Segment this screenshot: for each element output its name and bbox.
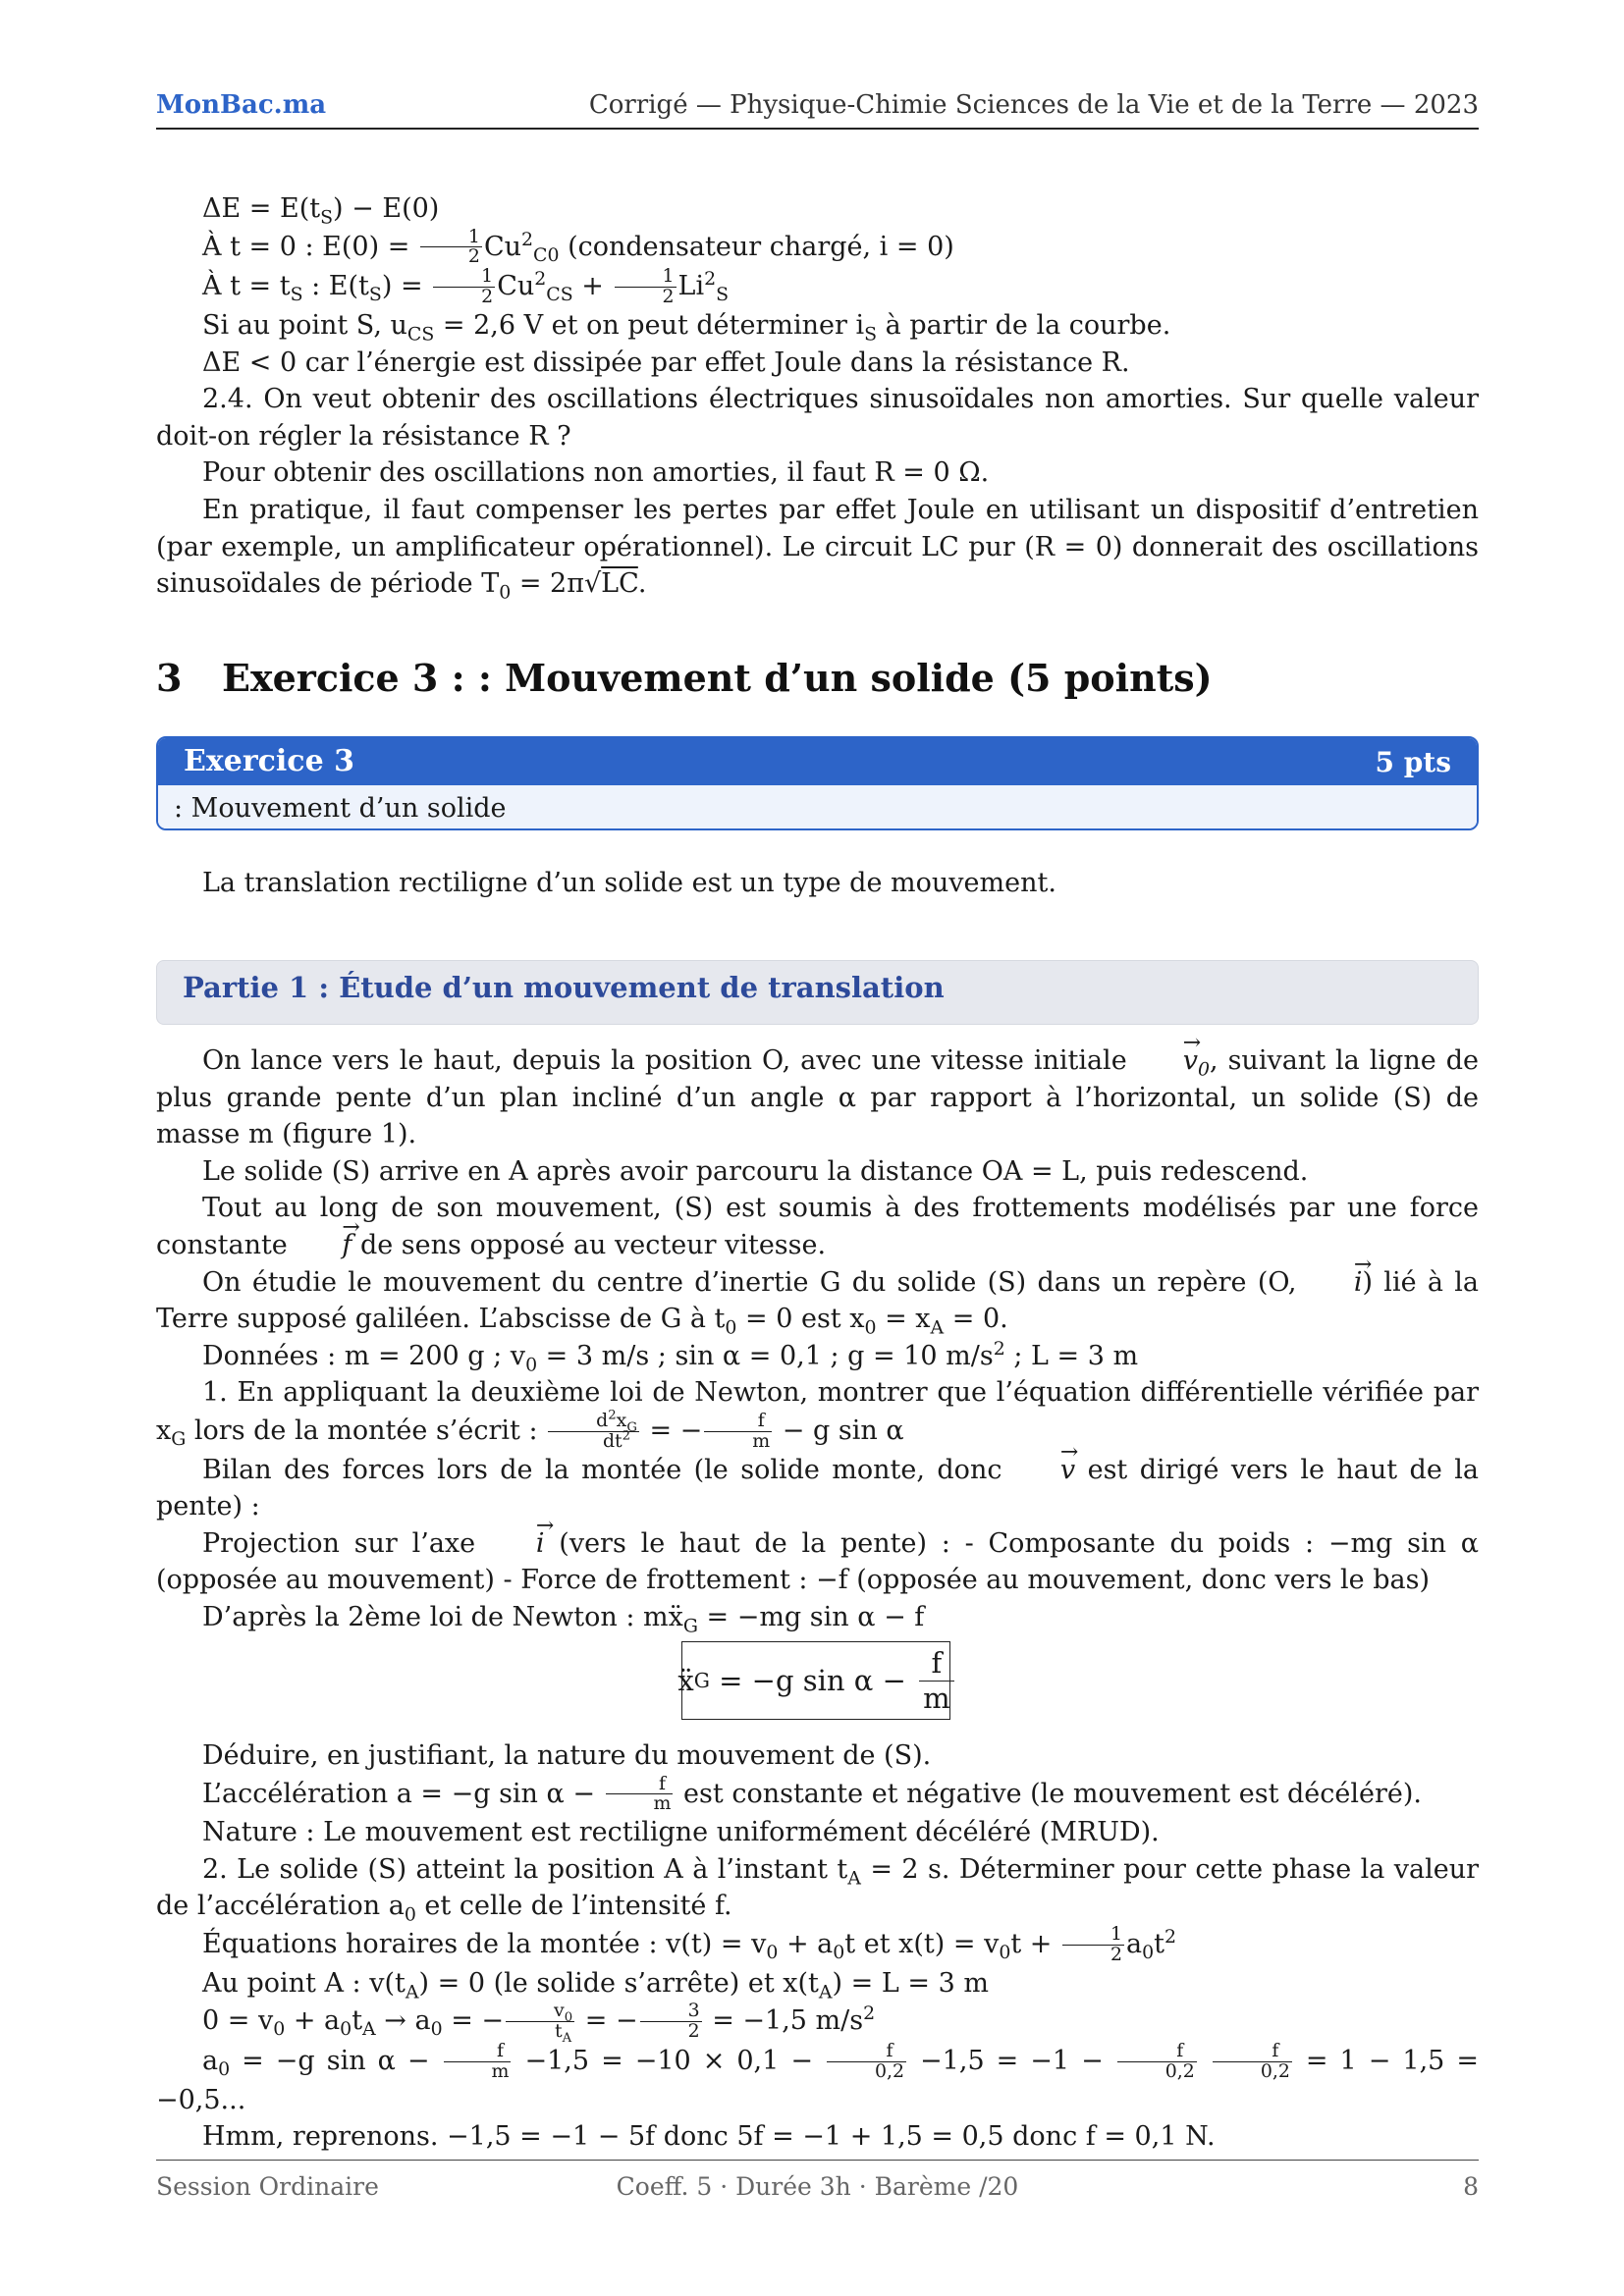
footer-session: Session Ordinaire xyxy=(156,2172,379,2201)
part1-answers xyxy=(156,1737,1479,2156)
data-line: Données : m = 200 g ; $v_0 = 3$ m/s ; sin α = 0,1 ; g = 10 $m/s^2$ ; L = 3 m xyxy=(202,1337,1139,1376)
footer-info: Coeff. 5 · Durée 3h · Barème /20 xyxy=(616,2172,1019,2201)
exercise-box-title: Exercice 3 xyxy=(184,744,354,778)
exercise-box-points: 5 pts xyxy=(1375,746,1451,778)
projection-line: Projection sur l’axe → i (vers le haut de la pente) : - Composante du poids : −mg sin α (opposée au mouvement) - Force de frottement : −f (opposée au mouvement, donc vers le bas) xyxy=(156,1525,1479,1599)
exercise-box-header xyxy=(158,738,1477,785)
energy-delta-line: $\Delta E = E(t_S) - E(0)$ xyxy=(202,193,440,229)
question-2-4: 2.4. On veut obtenir des oscillations électriques sinusoïdales non amorties. Sur quelle valeur doit-on régler la résistance R ? xyxy=(156,384,1479,452)
part1-heading-box xyxy=(156,960,1479,1025)
practice-paragraph: En pratique, il faut compenser les pertes par effet Joule en utilisant un dispositif d’entretien (par exemple, un amplificateur opérationnel). Le circuit LC pur (R = 0) donnerait des oscillations sinusoïdales de période $T_0 = 2\pi√LC$. xyxy=(156,494,1479,604)
answer-q1-question: Déduire, en justifiant, la nature du mouvement de (S). xyxy=(202,1740,932,1771)
brand-logo-text: MonBac.ma xyxy=(156,90,327,120)
header-title: Corrigé — Physique-Chimie Sciences de la Vie et de la Terre — 2023 xyxy=(588,90,1479,120)
f-result-line: Hmm, reprenons. −1,5 = −1 − 5f donc 5f = −1 + 1,5 = 0,5 donc f = 0,1 N. xyxy=(202,2121,1216,2153)
f-calc-line: $a_0 = -g$ sin α − $\frac{f}{m}$ −1,5 = −10 × 0,1 − $\frac{f}{0,2}$ −1,5 = −1 − $\frac{f}{0,2}$ $\frac{f}{0,2}$ = 1 − 1,5 = −0,5... xyxy=(156,2040,1479,2115)
delta-negative-line: ΔE < 0 car l’énergie est dissipée par effet Joule dans la résistance R. xyxy=(202,347,1130,378)
section-heading: 3 Exercice 3 : : Mouvement d’un solide (5 points) xyxy=(156,656,1213,700)
statement-p1: On lance vers le haut, depuis la position O, avec une vitesse initiale → $v_0$, suivant la ligne de plus grande pente d’un plan incliné d’un angle α par rapport à l’horizontal, un solide (S) de masse m (figure 1). xyxy=(156,1042,1479,1153)
boxed-equation: ẍ G = −g sin α − $\frac{f}{m}$ xyxy=(681,1641,950,1720)
point-a-line: Au point A : $v(t_A) = 0$ (le solide s’arrête) et $x(t_A) = L = 3$ m xyxy=(202,1967,989,2003)
time-equations: Équations horaires de la montée : $v(t) = v_0 + a_0t$ et $x(t) = v_0t$ + $\frac{1}{2}$ $a_0t^2$ xyxy=(202,1923,1177,1965)
answer-2-4: Pour obtenir des oscillations non amorties, il faut R = 0 Ω. xyxy=(202,457,990,489)
acceleration-line: L’accélération a = −g sin α − $\frac{f}{m}$ est constante et négative (le mouvement est décéléré). xyxy=(202,1772,1423,1815)
previous-part-text xyxy=(156,190,1479,603)
question-2: 2. Le solide (S) atteint la position A à l’instant $t_A = 2$ s. Déterminer pour cette phase la valeur de l’accélération $a_0$ et celle de l’intensité f. xyxy=(156,1853,1479,1926)
part1-title: Partie 1 : Étude d’un mouvement de translation xyxy=(183,971,945,1004)
page-footer xyxy=(156,2160,1479,2200)
exercise-box xyxy=(156,736,1479,830)
statement-p4: On étudie le mouvement du centre d’inertie G du solide (S) dans un repère (O, → i) lié à la Terre supposé galiléen. L’abscisse de G à $t_0 = 0$ est $x_0 = x_A = 0$. xyxy=(156,1264,1479,1338)
energy-ts-line: À $t = t_S$ : $E(t_S)$ = $\frac{1}{2}$ $Cu^2_{CS}$ + $\frac{1}{2}$ $Li^2_S$ xyxy=(202,265,730,308)
exercise-intro: La translation rectiligne d’un solide est un type de mouvement. xyxy=(202,868,1056,898)
a0-calc-line: $0 = v_0 + a_0t_A \to a_0$ = − $\frac{v_0}{t_A}$ = − $\frac{3}{2}$ = −1,5 $m/s^2$ xyxy=(202,2000,876,2046)
page-header xyxy=(156,90,1479,130)
point-s-line: Si au point S, $u_{CS} = 2,6$ V et on peut déterminer $i_S$ à partir de la courbe. xyxy=(202,309,1171,346)
part1-statement xyxy=(156,1042,1479,1636)
newton-line: D’après la 2ème loi de Newton : mẍ$_G$ = −mg sin α − f xyxy=(202,1602,925,1637)
exercise-box-subtitle: : Mouvement d’un solide xyxy=(158,785,1477,830)
force-balance: Bilan des forces lors de la montée (le solide monte, donc → v est dirigé vers le haut de la pente) : xyxy=(156,1452,1479,1525)
question-1: 1. En appliquant la deuxième loi de Newton, montrer que l’équation différentielle vérifiée par $x_G$ lors de la montée s’écrit : $\frac{d^2x_G}{dt^2}$ = − $\frac{f}{m}$ − g sin α xyxy=(156,1377,1479,1452)
page-number: 8 xyxy=(1463,2172,1479,2201)
energy-t0-line: À t = 0 : E(0) = $\frac{1}{2}$ $Cu^2_{C0}$ (condensateur chargé, i = 0) xyxy=(202,225,954,268)
statement-p3: Tout au long de son mouvement, (S) est soumis à des frottements modélisés par une force constante → f de sens opposé au vecteur vitesse. xyxy=(156,1190,1479,1263)
motion-nature: Nature : Le mouvement est rectiligne uniformément décéléré (MRUD). xyxy=(202,1817,1160,1848)
statement-p2: Le solide (S) arrive en A après avoir parcouru la distance OA = L, puis redescend. xyxy=(202,1155,1309,1187)
